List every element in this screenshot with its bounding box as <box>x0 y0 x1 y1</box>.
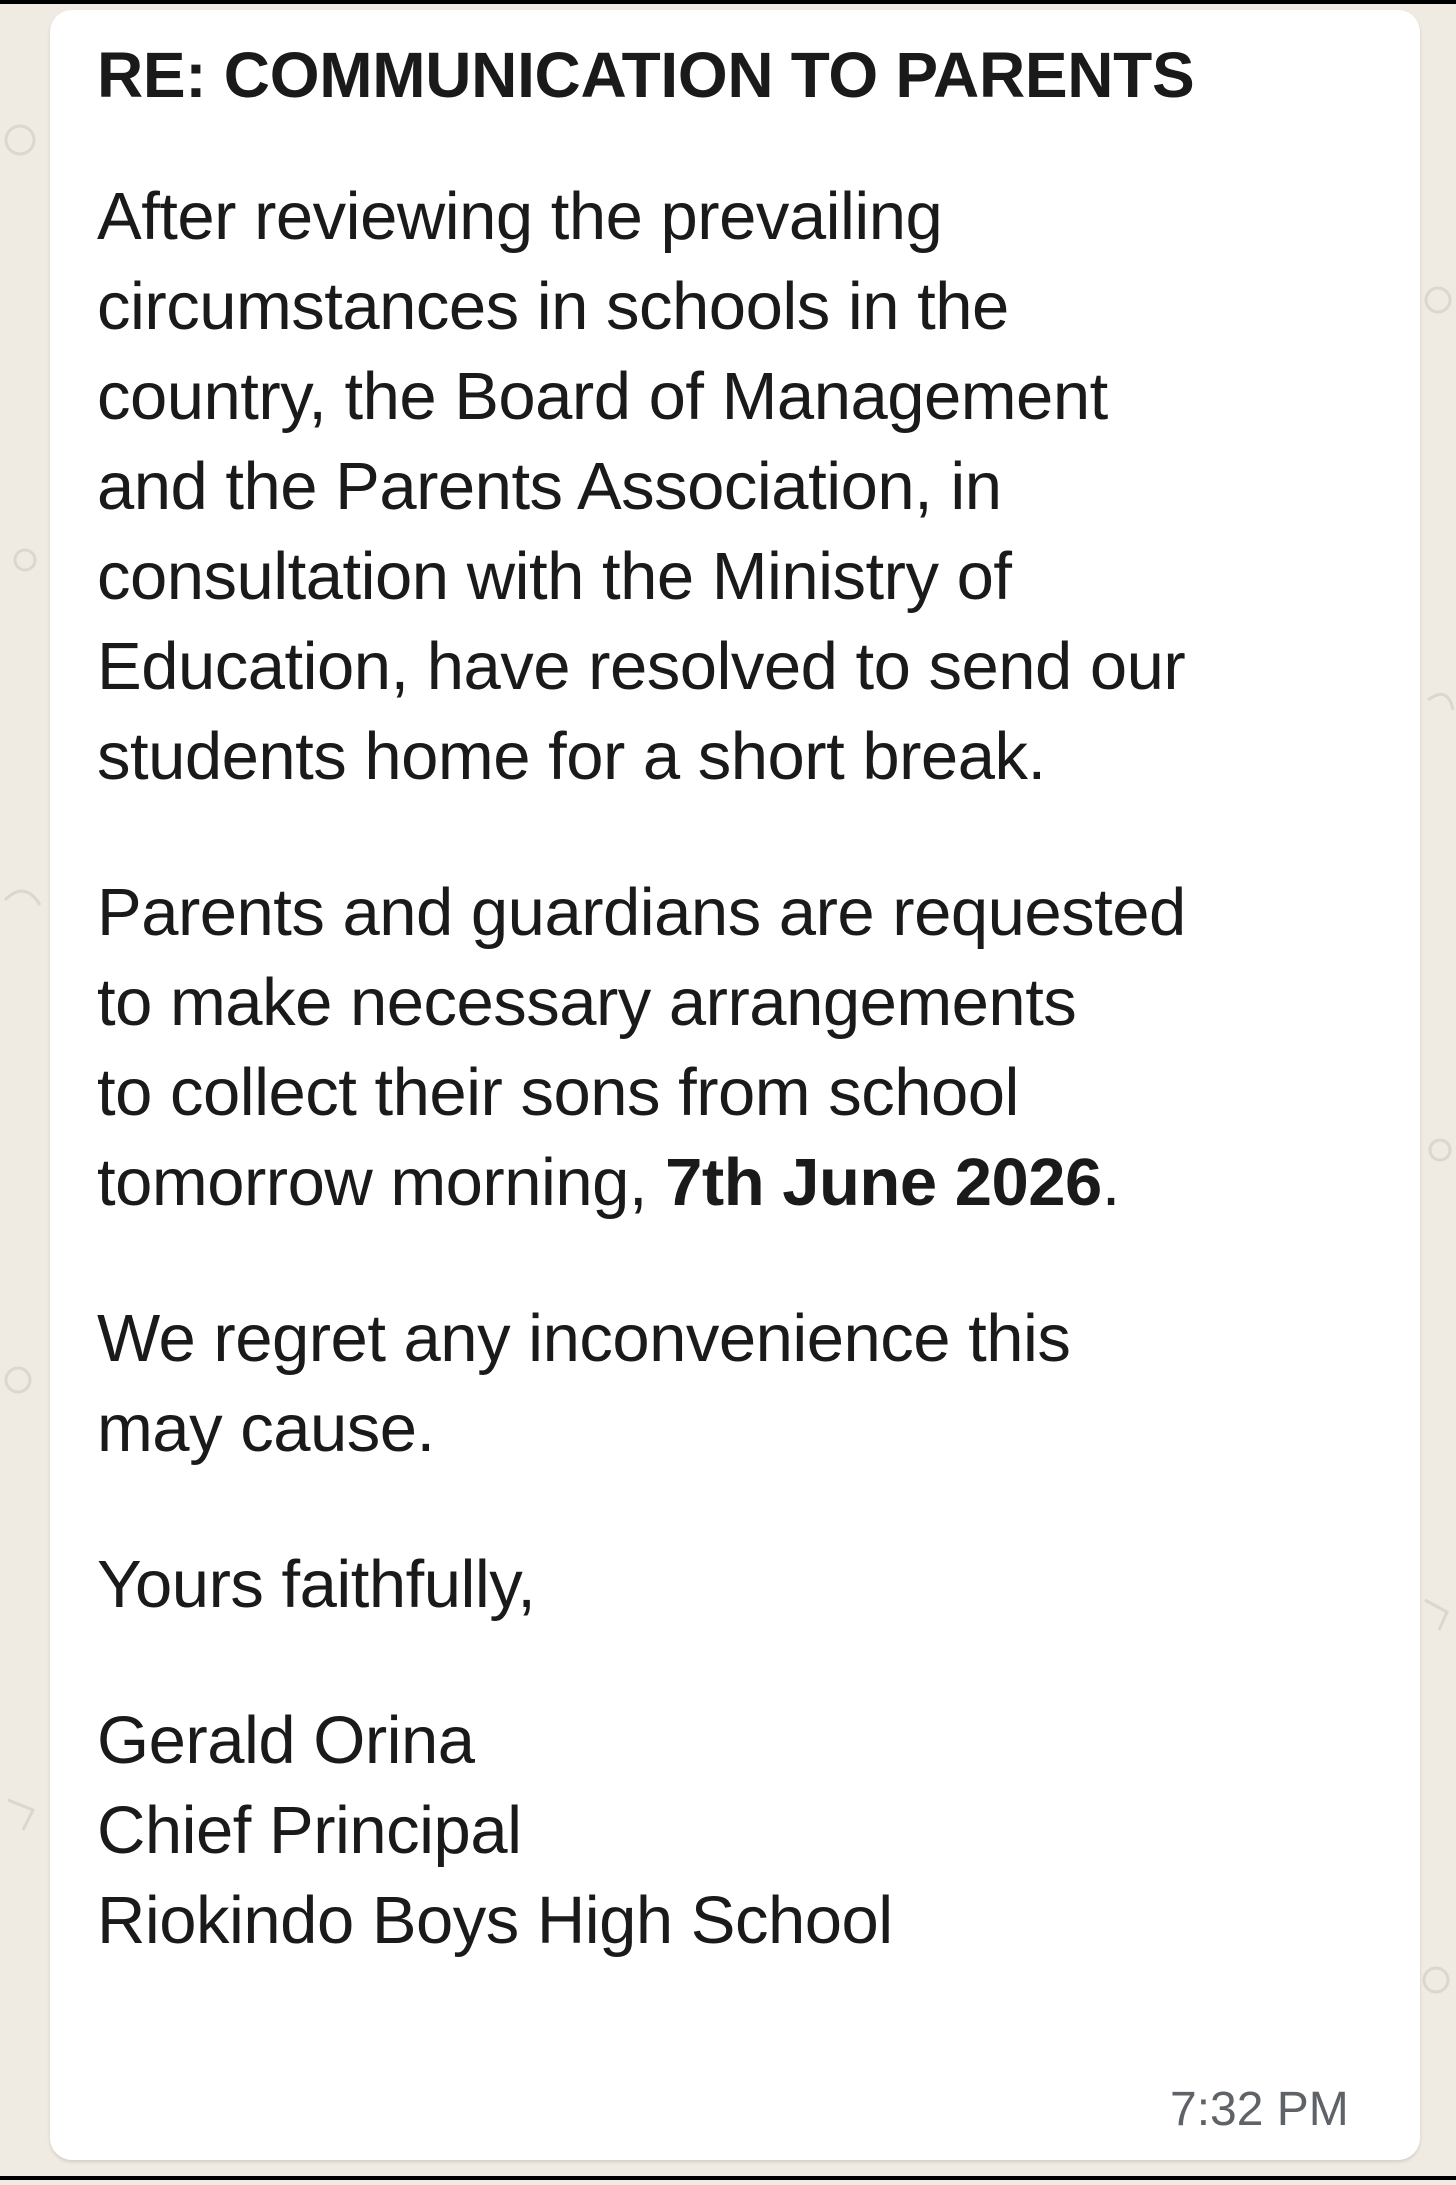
message-heading: RE: COMMUNICATION TO PARENTS <box>97 39 1195 111</box>
signature-block <box>97 1696 1397 1966</box>
text-line: We regret any inconvenience this <box>97 1301 1071 1376</box>
text-line: Parents and guardians are requested <box>97 875 1186 950</box>
paragraph-2 <box>97 868 1397 1228</box>
text-prefix: tomorrow morning, <box>97 1145 666 1220</box>
text-line: consultation with the Ministry of <box>97 539 1012 614</box>
text-line: and the Parents Association, in <box>97 449 1002 524</box>
paragraph-3 <box>97 1294 1397 1474</box>
bottom-edge-bar <box>0 2176 1456 2180</box>
text-line: After reviewing the prevailing <box>97 179 943 254</box>
text-line: to collect their sons from school <box>97 1055 1019 1130</box>
signature-name: Gerald Orina <box>97 1703 475 1778</box>
text-line: students home for a short break. <box>97 719 1046 794</box>
text-line: circumstances in schools in the <box>97 269 1009 344</box>
message-timestamp: 7:32 PM <box>1170 2083 1349 2136</box>
closing-line: Yours faithfully, <box>97 1547 536 1622</box>
text-suffix: . <box>1101 1145 1120 1220</box>
text-line: may cause. <box>97 1391 435 1466</box>
message-body <box>97 20 1397 1966</box>
signature-school: Riokindo Boys High School <box>97 1883 893 1958</box>
text-line: country, the Board of Management <box>97 359 1108 434</box>
text-line-with-date <box>97 1138 1397 1228</box>
text-line: to make necessary arrangements <box>97 965 1077 1040</box>
paragraph-1 <box>97 172 1397 802</box>
signature-title: Chief Principal <box>97 1793 522 1868</box>
collection-date: 7th June 2026 <box>665 1145 1102 1220</box>
top-edge-bar <box>0 0 1456 4</box>
text-line: Education, have resolved to send our <box>97 629 1186 704</box>
